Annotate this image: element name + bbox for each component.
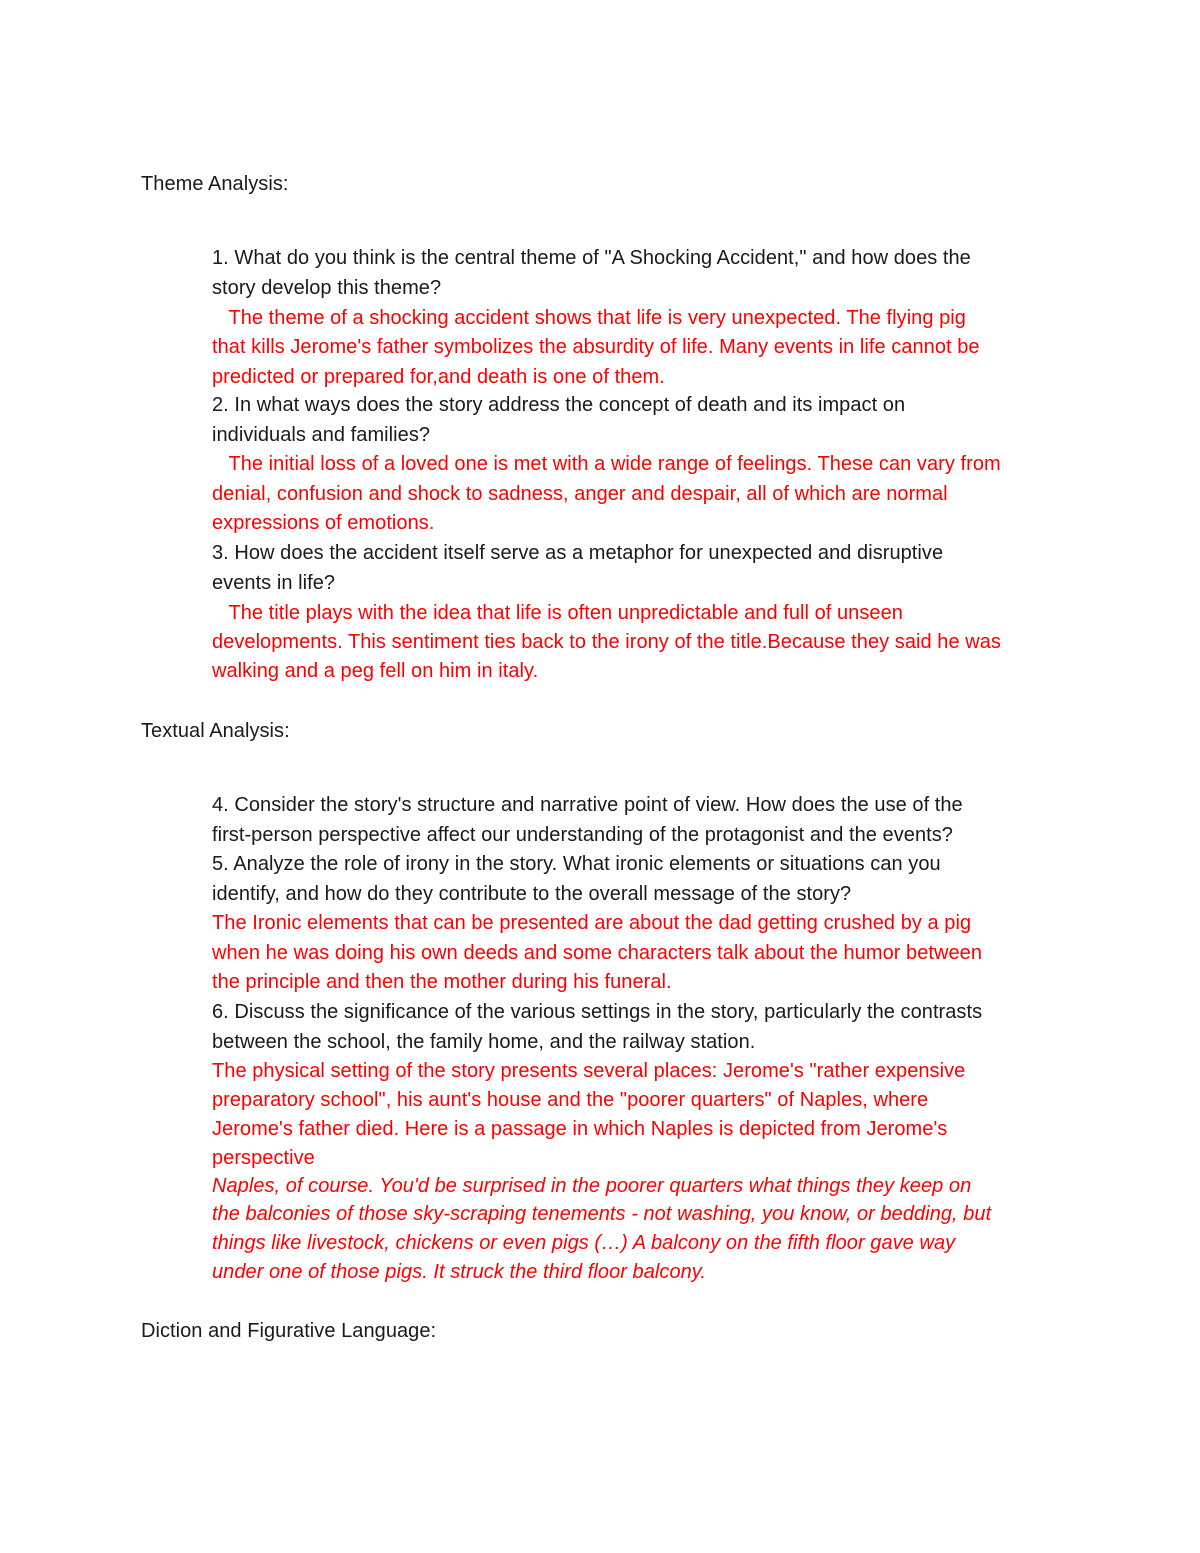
- answer-2-line-2: denial, confusion and shock to sadness, anger and despair, all of which are normal: [212, 483, 948, 505]
- answer-5-line-1: The Ironic elements that can be presented are about the dad getting crushed by a pig: [212, 912, 972, 934]
- answer-3-line-3: walking and a peg fell on him in italy.: [212, 660, 539, 682]
- answer-6-quote-line-2: the balconies of those sky-scraping tenements - not washing, you know, or bedding, but: [212, 1203, 992, 1225]
- answer-3-line-1: The title plays with the idea that life is often unpredictable and full of unseen: [212, 602, 903, 624]
- answer-3-line-2: developments. This sentiment ties back to the irony of the title.Because they said he was: [212, 631, 1001, 653]
- answer-1-line-2: that kills Jerome's father symbolizes the absurdity of life. Many events in life cannot be: [212, 336, 980, 358]
- question-4-line-1: 4. Consider the story's structure and narrative point of view. How does the use of the: [212, 794, 963, 816]
- question-1-line-2: story develop this theme?: [212, 277, 442, 299]
- answer-2-line-1: The initial loss of a loved one is met with a wide range of feelings. These can vary from: [212, 453, 1001, 475]
- question-6-line-1: 6. Discuss the significance of the various settings in the story, particularly the contrasts: [212, 1001, 983, 1023]
- answer-6-line-4: perspective: [212, 1147, 315, 1169]
- section-heading-diction: Diction and Figurative Language:: [141, 1320, 437, 1342]
- question-6-line-2: between the school, the family home, and the railway station.: [212, 1031, 756, 1053]
- question-3-line-1: 3. How does the accident itself serve as a metaphor for unexpected and disruptive: [212, 542, 944, 564]
- section-heading-theme-analysis: Theme Analysis:: [141, 173, 289, 195]
- question-1-line-1: 1. What do you think is the central theme of "A Shocking Accident," and how does the: [212, 247, 971, 269]
- answer-6-line-1: The physical setting of the story presents several places: Jerome's "rather expensive: [212, 1060, 966, 1082]
- question-5-line-2: identify, and how do they contribute to the overall message of the story?: [212, 883, 852, 905]
- question-5-line-1: 5. Analyze the role of irony in the story. What ironic elements or situations can you: [212, 853, 941, 875]
- answer-6-line-2: preparatory school", his aunt's house and the "poorer quarters" of Naples, where: [212, 1089, 929, 1111]
- answer-5-line-2: when he was doing his own deeds and some characters talk about the humor between: [212, 942, 983, 964]
- question-4-line-2: first-person perspective affect our understanding of the protagonist and the events?: [212, 824, 953, 846]
- answer-6-quote-line-1: Naples, of course. You'd be surprised in the poorer quarters what things they keep on: [212, 1175, 972, 1197]
- answer-1-line-3: predicted or prepared for,and death is one of them.: [212, 366, 665, 388]
- answer-6-line-3: Jerome's father died. Here is a passage in which Naples is depicted from Jerome's: [212, 1118, 948, 1140]
- answer-2-line-3: expressions of emotions.: [212, 512, 435, 534]
- question-2-line-1: 2. In what ways does the story address the concept of death and its impact on: [212, 394, 906, 416]
- answer-6-quote-line-3: things like livestock, chickens or even pigs (…) A balcony on the fifth floor gave way: [212, 1232, 956, 1254]
- section-heading-textual-analysis: Textual Analysis:: [141, 720, 290, 742]
- answer-5-line-3: the principle and then the mother during his funeral.: [212, 971, 672, 993]
- answer-1-line-1: The theme of a shocking accident shows that life is very unexpected. The flying pig: [212, 307, 966, 329]
- question-3-line-2: events in life?: [212, 572, 336, 594]
- answer-6-quote-line-4: under one of those pigs. It struck the third floor balcony.: [212, 1261, 706, 1283]
- question-2-line-2: individuals and families?: [212, 424, 431, 446]
